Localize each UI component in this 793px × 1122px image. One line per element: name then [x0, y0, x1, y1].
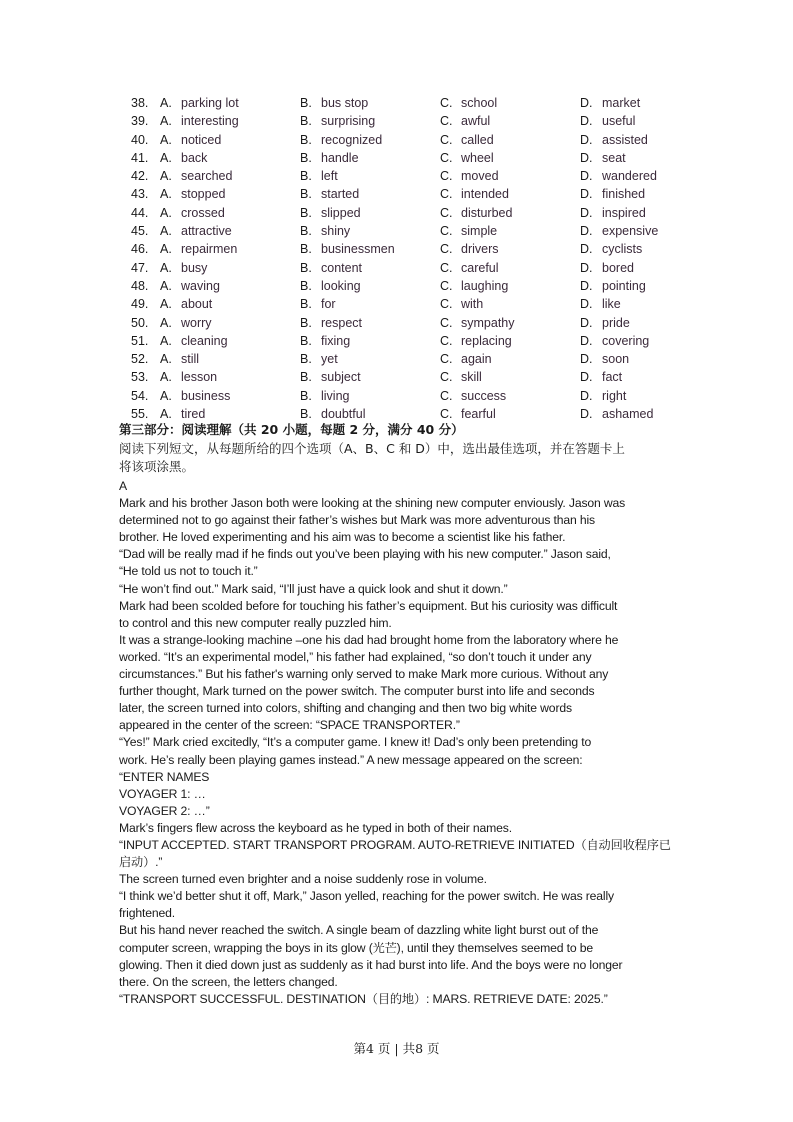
question-number: 42.: [131, 169, 149, 184]
option-c: careful: [461, 260, 499, 275]
option-d: right: [602, 388, 627, 403]
option-b: businessmen: [321, 242, 395, 257]
option-letter: D.: [580, 333, 593, 348]
option-b: content: [321, 260, 363, 275]
option-letter: B.: [300, 114, 312, 129]
question-number: 52.: [131, 352, 149, 367]
option-a: noticed: [181, 132, 222, 147]
option-a: tired: [181, 407, 206, 422]
option-letter: B.: [300, 278, 312, 293]
passage-label: A: [119, 479, 127, 493]
passage-line: “Dad will be really mad if he finds out you’ve been playing with his new computer.” Jason said,: [119, 547, 611, 562]
option-c: replacing: [461, 333, 512, 348]
passage-line: Mark’s fingers flew across the keyboard as he typed in both of their names.: [119, 820, 512, 835]
option-a: parking lot: [181, 96, 239, 110]
option-c: simple: [461, 224, 498, 239]
option-c: drivers: [461, 242, 499, 257]
option-b: doubtful: [321, 407, 366, 422]
question-number: 54.: [131, 388, 149, 403]
option-letter: B.: [300, 150, 312, 165]
option-c: fearful: [461, 407, 496, 422]
option-d: market: [602, 96, 641, 110]
option-b: bus stop: [321, 96, 369, 110]
option-letter: A.: [160, 114, 172, 129]
option-letter: A.: [160, 242, 172, 257]
option-letter: B.: [300, 224, 312, 239]
option-letter: D.: [580, 370, 593, 385]
option-c: disturbed: [461, 205, 513, 220]
passage-line: 启动）.”: [119, 855, 163, 870]
passage-line: It was a strange-looking machine –one his dad had brought home from the laboratory where he: [119, 632, 619, 647]
option-letter: D.: [580, 114, 593, 129]
option-a: repairmen: [181, 242, 238, 257]
option-letter: C.: [440, 352, 453, 367]
passage-line: computer screen, wrapping the boys in its glow (光芒), until they themselves seemed to be: [119, 940, 593, 955]
option-d: wandered: [602, 169, 657, 184]
option-a: cleaning: [181, 333, 228, 348]
option-b: looking: [321, 278, 361, 293]
option-letter: D.: [580, 96, 593, 110]
option-a: about: [181, 297, 213, 312]
section-heading: 第三部分：阅读理解（共 20 小题，每题 2 分，满分 40 分）: [119, 422, 464, 437]
option-c: school: [461, 96, 498, 110]
option-letter: C.: [440, 407, 453, 422]
passage-line: But his hand never reached the switch. A single beam of dazzling white light burst out of the: [119, 923, 599, 938]
option-letter: C.: [440, 260, 453, 275]
option-c: with: [461, 297, 484, 312]
option-letter: A.: [160, 150, 172, 165]
option-letter: A.: [160, 224, 172, 239]
question-number: 51.: [131, 333, 149, 348]
option-b: recognized: [321, 132, 383, 147]
option-letter: A.: [160, 260, 172, 275]
option-d: seat: [602, 150, 626, 165]
option-b: started: [321, 187, 360, 202]
option-letter: B.: [300, 96, 312, 110]
option-letter: A.: [160, 388, 172, 403]
passage-line: VOYAGER 1: …: [119, 786, 206, 801]
option-letter: C.: [440, 297, 453, 312]
option-d: useful: [602, 114, 636, 129]
reading-passage-a: [119, 478, 699, 1008]
passage-line: Mark and his brother Jason both were looking at the shining new computer enviously. Jason was: [119, 496, 626, 511]
option-d: covering: [602, 333, 650, 348]
option-c: awful: [461, 114, 491, 129]
option-letter: D.: [580, 169, 593, 184]
option-b: slipped: [321, 205, 361, 220]
passage-line: “TRANSPORT SUCCESSFUL. DESTINATION（目的地）: MARS. RETRIEVE DATE: 2025.”: [119, 991, 608, 1006]
option-c: wheel: [461, 150, 494, 165]
question-number: 46.: [131, 242, 149, 257]
passage-line: “ENTER NAMES: [119, 769, 210, 784]
option-letter: D.: [580, 352, 593, 367]
option-letter: D.: [580, 150, 593, 165]
option-d: inspired: [602, 205, 646, 220]
passage-line: worked. “It’s an experimental model,” his father had explained, “so don’t touch it under any: [119, 649, 592, 664]
option-a: lesson: [181, 370, 218, 385]
question-number: 39.: [131, 114, 149, 129]
question-number: 50.: [131, 315, 149, 330]
passage-line: frightened.: [119, 906, 175, 921]
passage-line: determined not to go against their father’s wishes but Mark was more adventurous than his: [119, 513, 595, 528]
passage-line: to control and this new computer really puzzled him.: [119, 615, 392, 630]
option-d: expensive: [602, 224, 659, 239]
option-letter: C.: [440, 242, 453, 257]
option-b: fixing: [321, 333, 351, 348]
option-letter: C.: [440, 278, 453, 293]
passage-line: brother. He loved experimenting and his aim was to become a scientist like his father.: [119, 530, 566, 545]
passage-line: Mark had been scolded before for touching his father’s equipment. But his curiosity was difficult: [119, 598, 618, 613]
option-letter: B.: [300, 388, 312, 403]
passage-line: “I think we’d better shut it off, Mark,” Jason yelled, reaching for the power switch. He was really: [119, 889, 614, 904]
option-d: cyclists: [602, 242, 643, 257]
option-a: searched: [181, 169, 233, 184]
option-a: back: [181, 150, 208, 165]
option-letter: B.: [300, 242, 312, 257]
question-number: 49.: [131, 297, 149, 312]
option-letter: C.: [440, 388, 453, 403]
option-letter: B.: [300, 169, 312, 184]
option-letter: B.: [300, 352, 312, 367]
passage-line: “He won’t find out.” Mark said, “I’ll just have a quick look and shut it down.”: [119, 581, 508, 596]
option-b: shiny: [321, 224, 351, 239]
option-d: fact: [602, 370, 623, 385]
option-letter: B.: [300, 407, 312, 422]
option-b: left: [321, 169, 338, 184]
option-letter: A.: [160, 352, 172, 367]
option-letter: B.: [300, 315, 312, 330]
passage-line: work. He’s really been playing games instead.” A new message appeared on the screen:: [119, 752, 583, 767]
option-letter: C.: [440, 333, 453, 348]
question-number: 38.: [131, 96, 149, 110]
option-letter: D.: [580, 224, 593, 239]
passage-line: VOYAGER 2: …”: [119, 803, 210, 818]
option-letter: A.: [160, 132, 172, 147]
question-number: 45.: [131, 224, 149, 239]
option-letter: D.: [580, 242, 593, 257]
option-letter: B.: [300, 370, 312, 385]
option-letter: D.: [580, 187, 593, 202]
passage-line: “INPUT ACCEPTED. START TRANSPORT PROGRAM. AUTO-RETRIEVE INITIATED（自动回收程序已: [119, 837, 671, 852]
passage-line: The screen turned even brighter and a noise suddenly rose in volume.: [119, 872, 487, 887]
option-d: like: [602, 297, 621, 312]
section-instruction-line: 阅读下列短文，从每题所给的四个选项（A、B、C 和 D）中，选出最佳选项，并在答题卡上: [119, 440, 625, 456]
option-a: attractive: [181, 224, 232, 239]
question-number: 44.: [131, 205, 149, 220]
passage-line: later, the screen turned into colors, shifting and changing and then two big white words: [119, 701, 572, 716]
option-b: living: [321, 388, 350, 403]
option-letter: A.: [160, 370, 172, 385]
option-letter: D.: [580, 407, 593, 422]
option-letter: C.: [440, 96, 453, 110]
option-letter: C.: [440, 114, 453, 129]
option-a: waving: [181, 278, 220, 293]
option-c: again: [461, 352, 492, 367]
question-number: 43.: [131, 187, 149, 202]
option-c: laughing: [461, 278, 509, 293]
option-d: bored: [602, 260, 634, 275]
option-letter: B.: [300, 333, 312, 348]
option-d: pointing: [602, 278, 646, 293]
option-letter: B.: [300, 132, 312, 147]
option-letter: C.: [440, 187, 453, 202]
page-footer: 第4 页 | 共8 页: [353, 1041, 440, 1056]
option-b: handle: [321, 150, 359, 165]
passage-line: appeared in the center of the screen: “SPACE TRANSPORTER.”: [119, 718, 460, 733]
passage-line: glowing. Then it died down just as suddenly as it had burst into life. And the boys were no longer: [119, 957, 623, 972]
option-c: intended: [461, 187, 509, 202]
option-letter: D.: [580, 297, 593, 312]
option-letter: C.: [440, 224, 453, 239]
option-letter: A.: [160, 333, 172, 348]
option-letter: C.: [440, 169, 453, 184]
option-letter: D.: [580, 388, 593, 403]
option-letter: D.: [580, 205, 593, 220]
option-letter: B.: [300, 187, 312, 202]
option-a: crossed: [181, 205, 225, 220]
option-letter: A.: [160, 297, 172, 312]
passage-line: “He told us not to touch it.”: [119, 564, 258, 579]
option-c: skill: [461, 370, 482, 385]
option-b: surprising: [321, 114, 376, 129]
option-letter: A.: [160, 96, 172, 110]
option-a: business: [181, 388, 231, 403]
option-letter: A.: [160, 169, 172, 184]
option-d: pride: [602, 315, 630, 330]
option-letter: D.: [580, 278, 593, 293]
option-letter: D.: [580, 260, 593, 275]
question-number: 40.: [131, 132, 149, 147]
option-d: ashamed: [602, 407, 654, 422]
passage-line: there. On the screen, the letters changed.: [119, 974, 338, 989]
option-a: still: [181, 352, 200, 367]
option-letter: A.: [160, 205, 172, 220]
option-b: for: [321, 297, 336, 312]
option-c: sympathy: [461, 315, 515, 330]
option-letter: A.: [160, 407, 172, 422]
option-letter: C.: [440, 205, 453, 220]
option-b: subject: [321, 370, 361, 385]
option-letter: A.: [160, 315, 172, 330]
option-letter: C.: [440, 370, 453, 385]
option-b: respect: [321, 315, 362, 330]
option-letter: C.: [440, 150, 453, 165]
option-d: assisted: [602, 132, 648, 147]
option-letter: D.: [580, 315, 593, 330]
option-letter: A.: [160, 187, 172, 202]
option-c: moved: [461, 169, 499, 184]
question-number: 47.: [131, 260, 149, 275]
question-number: 55.: [131, 407, 149, 422]
option-letter: B.: [300, 260, 312, 275]
question-number: 48.: [131, 278, 149, 293]
option-a: interesting: [181, 114, 239, 129]
option-c: success: [461, 388, 507, 403]
option-letter: B.: [300, 205, 312, 220]
option-letter: C.: [440, 132, 453, 147]
option-c: called: [461, 132, 494, 147]
option-b: yet: [321, 352, 338, 367]
section-three: [119, 421, 689, 477]
passage-line: “Yes!” Mark cried excitedly, “It’s a computer game. I knew it! Dad’s only been pretending to: [119, 735, 592, 750]
section-instruction-line: 将该项涂黑。: [119, 459, 195, 474]
option-d: soon: [602, 352, 630, 367]
option-a: busy: [181, 260, 208, 275]
option-a: stopped: [181, 187, 226, 202]
option-letter: B.: [300, 297, 312, 312]
passage-line: circumstances.” But his father's warning only served to make Mark more curious. Without any: [119, 667, 609, 682]
option-letter: C.: [440, 315, 453, 330]
question-number: 53.: [131, 370, 149, 385]
option-d: finished: [602, 187, 646, 202]
option-letter: A.: [160, 278, 172, 293]
option-a: worry: [181, 315, 212, 330]
question-number: 41.: [131, 150, 149, 165]
option-letter: D.: [580, 132, 593, 147]
passage-line: further thought, Mark turned on the power switch. The computer burst into life and seconds: [119, 684, 595, 699]
